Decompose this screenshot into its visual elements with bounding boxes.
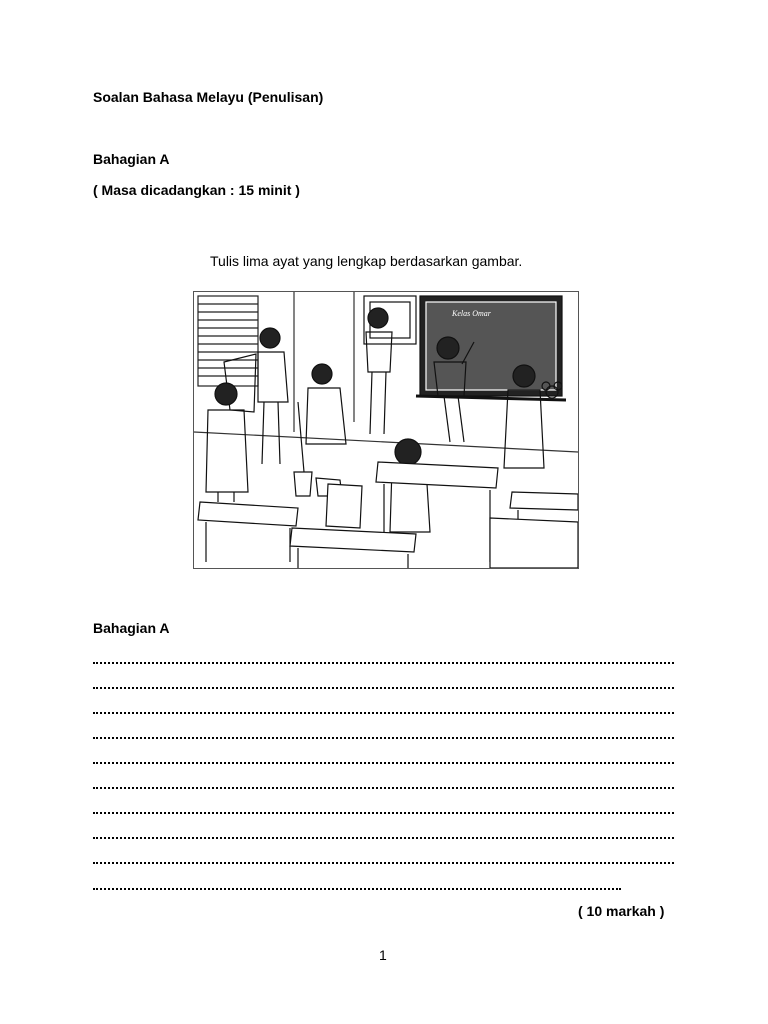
blackboard-text: Kelas Omar xyxy=(452,309,491,318)
answer-line[interactable] xyxy=(93,876,621,890)
document-title: Soalan Bahasa Melayu (Penulisan) xyxy=(93,89,324,105)
answer-line[interactable] xyxy=(93,700,674,714)
answer-line[interactable] xyxy=(93,725,674,739)
window-shutter xyxy=(198,296,258,386)
answer-line[interactable] xyxy=(93,775,674,789)
suggested-time: ( Masa dicadangkan : 15 minit ) xyxy=(93,182,300,198)
answer-line[interactable] xyxy=(93,650,674,664)
answer-line[interactable] xyxy=(93,800,674,814)
answer-heading: Bahagian A xyxy=(93,620,170,636)
marks: ( 10 markah ) xyxy=(578,903,665,919)
page-number: 1 xyxy=(379,947,387,963)
instruction: Tulis lima ayat yang lengkap berdasarkan gambar. xyxy=(210,253,523,269)
answer-line[interactable] xyxy=(93,825,674,839)
answer-line[interactable] xyxy=(93,850,674,864)
answer-line[interactable] xyxy=(93,750,674,764)
classroom-illustration xyxy=(193,291,579,569)
section-heading: Bahagian A xyxy=(93,151,170,167)
answer-line[interactable] xyxy=(93,675,674,689)
